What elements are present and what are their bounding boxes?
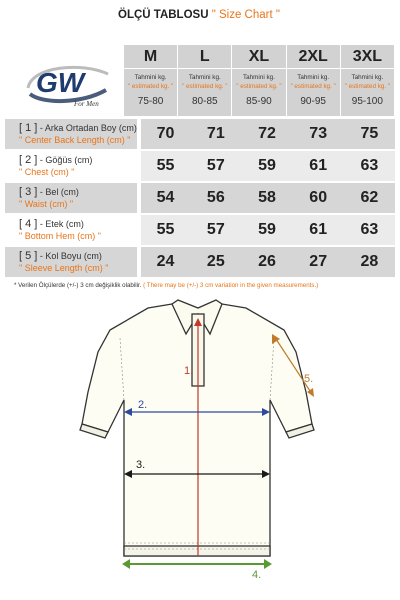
measurement-value: 57 (190, 150, 241, 182)
weight-label-en: " estimated kg. " (127, 83, 174, 90)
measurement-value: 59 (241, 214, 292, 246)
measurement-label (5, 182, 139, 214)
measurement-value: 25 (190, 246, 241, 278)
weight-label-tr: Tahmini kg. (188, 74, 221, 81)
measurement-name-en: " Bottom Hem (cm) " (19, 231, 101, 241)
weight-label-en: " estimated kg. " (344, 83, 391, 90)
measurement-value: 58 (241, 182, 292, 214)
measurement-value: 59 (241, 150, 292, 182)
measurement-row-sleeve-length (5, 246, 395, 278)
measurement-label (5, 150, 139, 182)
size-label-row (124, 45, 395, 69)
logo-mark: GW (36, 67, 85, 98)
measurement-value: 28 (344, 246, 395, 278)
logo-tagline: For Men (74, 100, 99, 108)
marker-label-2: 2. (138, 399, 148, 411)
measurement-row-center-back-length (5, 118, 395, 150)
marker-label-4: 4. (252, 569, 262, 581)
measurement-value: 71 (190, 118, 241, 150)
measurement-value: 73 (293, 118, 344, 150)
measurement-name-tr: - Etek (cm) (37, 219, 84, 229)
size-label: L (178, 45, 232, 69)
measurement-number: [ 3 ] (19, 186, 38, 198)
weight-value: 75-80 (137, 96, 164, 107)
weight-label-tr: Tahmini kg. (297, 74, 330, 81)
measurement-value: 54 (139, 182, 190, 214)
measurement-row-chest (5, 150, 395, 182)
measurement-value: 57 (190, 214, 241, 246)
measurement-value: 61 (293, 214, 344, 246)
measurement-row-bottom-hem (5, 214, 395, 246)
measurement-name-en: " Chest (cm) " (19, 167, 75, 177)
measure-line-4 (122, 559, 272, 581)
measurement-value: 62 (344, 182, 395, 214)
measurement-value: 63 (344, 150, 395, 182)
weight-label-tr: Tahmini kg. (243, 74, 275, 81)
measurement-value: 60 (293, 182, 344, 214)
marker-label-5: 5. (304, 373, 314, 385)
weight-label-en: " estimated kg. " (290, 83, 336, 90)
measurement-name-tr: - Kol Boyu (cm) (37, 251, 102, 261)
measurement-value: 27 (293, 246, 344, 278)
measurement-name-en: " Sleeve Length (cm) " (19, 263, 109, 273)
measurement-name-tr: - Göğüs (cm) (37, 155, 93, 165)
variation-note (14, 282, 318, 289)
measurement-label (5, 214, 139, 246)
estimated-weight-row (124, 69, 395, 117)
weight-cell (340, 69, 394, 117)
weight-value: 85-90 (246, 96, 272, 107)
size-header-table (123, 44, 395, 117)
variation-note-en: ( There may be (+/-) 3 cm variation in the given measurements.) (143, 282, 319, 289)
weight-cell (124, 69, 178, 117)
measurement-value: 55 (139, 214, 190, 246)
weight-cell (178, 69, 232, 117)
measurement-number: [ 4 ] (19, 218, 38, 230)
weight-label-tr: Tahmini kg. (351, 74, 384, 81)
marker-label-3: 3. (136, 459, 146, 471)
weight-value: 95-100 (351, 96, 383, 107)
chart-title-en: " Size Chart " (211, 9, 280, 21)
weight-cell (286, 69, 340, 117)
measurement-table (5, 117, 395, 279)
weight-label-tr: Tahmini kg. (134, 74, 167, 81)
measurement-value: 55 (139, 150, 190, 182)
weight-value: 90-95 (300, 96, 326, 107)
weight-label-en: " estimated kg. " (236, 83, 282, 90)
weight-label-en: " estimated kg. " (182, 83, 228, 90)
measurement-name-tr: - Arka Ortadan Boy (cm) (37, 123, 137, 133)
measurement-row-waist (5, 182, 395, 214)
measurement-value: 72 (241, 118, 292, 150)
measurement-value: 75 (344, 118, 395, 150)
measurement-number: [ 5 ] (19, 250, 38, 262)
measurement-value: 70 (139, 118, 190, 150)
size-label: 2XL (286, 45, 340, 69)
chart-title (0, 9, 400, 21)
measurement-value: 26 (241, 246, 292, 278)
measurement-number: [ 1 ] (19, 122, 38, 134)
polo-shirt-diagram (60, 292, 360, 592)
chart-title-tr: ÖLÇÜ TABLOSU (118, 9, 209, 21)
measurement-name-tr: - Bel (cm) (37, 187, 79, 197)
measurement-name-en: " Center Back Length (cm) " (19, 135, 131, 145)
hem-band (124, 546, 270, 556)
measurement-number: [ 2 ] (19, 154, 38, 166)
marker-label-1: 1. (184, 365, 194, 377)
measurement-label (5, 118, 139, 150)
measurement-value: 61 (293, 150, 344, 182)
measurement-label (5, 246, 139, 278)
measurement-value: 56 (190, 182, 241, 214)
size-label: XL (232, 45, 286, 69)
measurement-value: 24 (139, 246, 190, 278)
size-label: 3XL (340, 45, 394, 69)
weight-value: 80-85 (191, 96, 218, 107)
variation-note-tr: * Verilen Ölçülerde (+/-) 3 cm değişiklik olabilir. (14, 282, 144, 289)
measurement-name-en: " Waist (cm) " (19, 199, 74, 209)
size-label: M (124, 45, 178, 69)
weight-cell (232, 69, 286, 117)
measurement-value: 63 (344, 214, 395, 246)
brand-logo (22, 60, 114, 110)
